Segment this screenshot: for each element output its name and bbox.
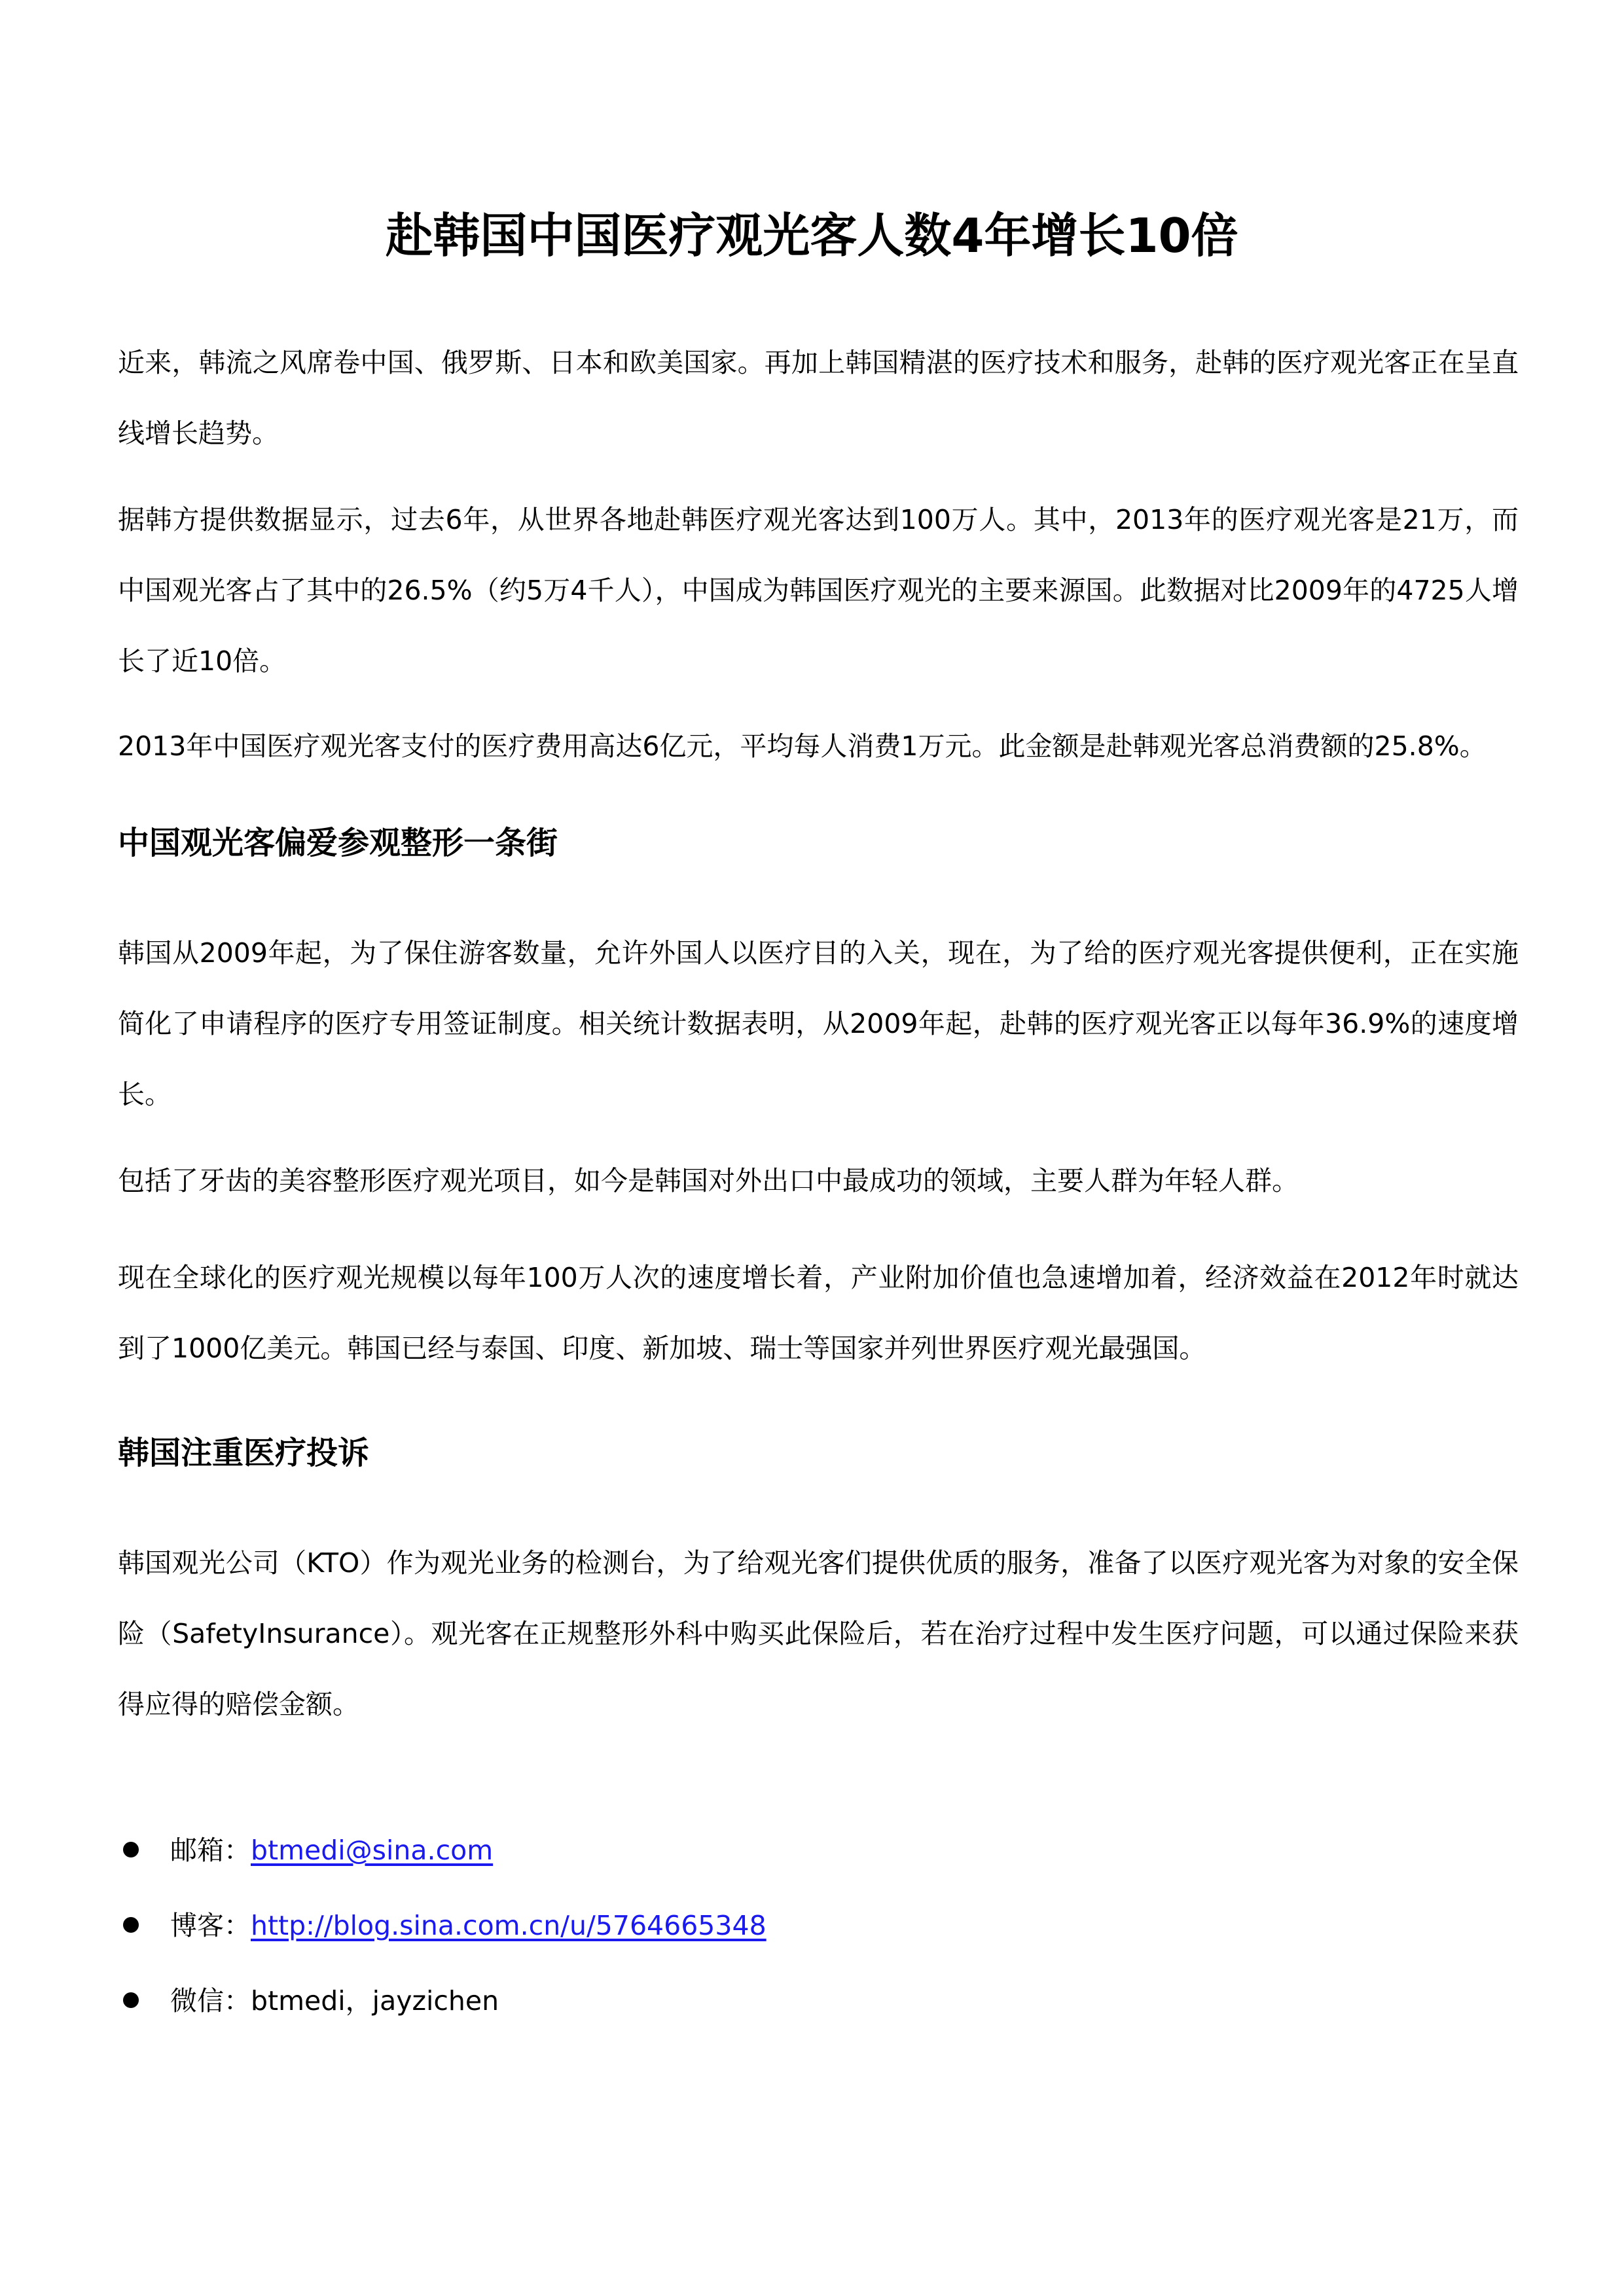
document-title: 赴韩国中国医疗观光客人数4年增长10倍 bbox=[386, 208, 1238, 263]
paragraph-global-market: 现在全球化的医疗观光规模以每年100万人次的速度增长着，产业附加价值也急速增加着，经济效益在2012年时就达到了1000亿美元。韩国已经与泰国、印度、新加坡、瑞士等国家并列世界医疗观光最强国。 bbox=[118, 1262, 1519, 1364]
paragraph-safety-insurance: 韩国观光公司（KTO）作为观光业务的检测台，为了给观光客们提供优质的服务，准备了以医疗观光客为对象的安全保险（SafetyInsurance）。观光客在正规整形外科中购买此保险后，若在治疗过程中发生医疗问题，可以通过保险来获得应得的赔偿金额。 bbox=[118, 1547, 1519, 1720]
email-link[interactable]: btmedi@sina.com bbox=[251, 1835, 494, 1866]
section-heading-cosmetic-street: 中国观光客偏爱参观整形一条街 bbox=[118, 825, 558, 861]
wechat-label: 微信： bbox=[170, 1985, 251, 2017]
blog-link[interactable]: http://blog.sina.com.cn/u/5764665348 bbox=[251, 1910, 767, 1941]
wechat-value: btmedi，jayzichen bbox=[251, 1985, 499, 2017]
contact-wechat bbox=[170, 1964, 499, 2039]
bullet-icon bbox=[123, 1917, 139, 1933]
contact-item-blog bbox=[118, 1888, 1519, 1964]
paragraph-spending: 2013年中国医疗观光客支付的医疗费用高达6亿元，平均每人消费1万元。此金额是赴韩观光客总消费额的25.8%。 bbox=[118, 730, 1487, 762]
bullet-icon bbox=[123, 1842, 139, 1857]
paragraph-intro: 近来，韩流之风席卷中国、俄罗斯、日本和欧美国家。再加上韩国精湛的医疗技术和服务，赴韩的医疗观光客正在呈直线增长趋势。 bbox=[118, 347, 1519, 449]
contact-item-email bbox=[118, 1813, 1519, 1888]
paragraph-visa-policy: 韩国从2009年起，为了保住游客数量，允许外国人以医疗目的入关，现在，为了给的医疗观光客提供便利，正在实施简化了申请程序的医疗专用签证制度。相关统计数据表明，从2009年起，赴韩的医疗观光客正以每年36.9%的速度增长。 bbox=[118, 937, 1519, 1110]
contact-email bbox=[170, 1813, 493, 1888]
section-heading-complaints: 韩国注重医疗投诉 bbox=[118, 1435, 370, 1471]
paragraph-dental-cosmetic: 包括了牙齿的美容整形医疗观光项目，如今是韩国对外出口中最成功的领域，主要人群为年轻人群。 bbox=[118, 1165, 1299, 1196]
bullet-icon bbox=[123, 1992, 139, 2008]
contact-item-wechat bbox=[118, 1964, 1519, 2039]
contact-list bbox=[118, 1813, 1519, 2039]
email-label: 邮箱： bbox=[170, 1835, 251, 1866]
paragraph-statistics: 据韩方提供数据显示，过去6年，从世界各地赴韩医疗观光客达到100万人。其中，2013年的医疗观光客是21万，而中国观光客占了其中的26.5%（约5万4千人），中国成为韩国医疗观光的主要来源国。此数据对比2009年的4725人增长了近10倍。 bbox=[118, 504, 1519, 677]
blog-label: 博客： bbox=[170, 1910, 251, 1941]
contact-blog bbox=[170, 1888, 767, 1964]
